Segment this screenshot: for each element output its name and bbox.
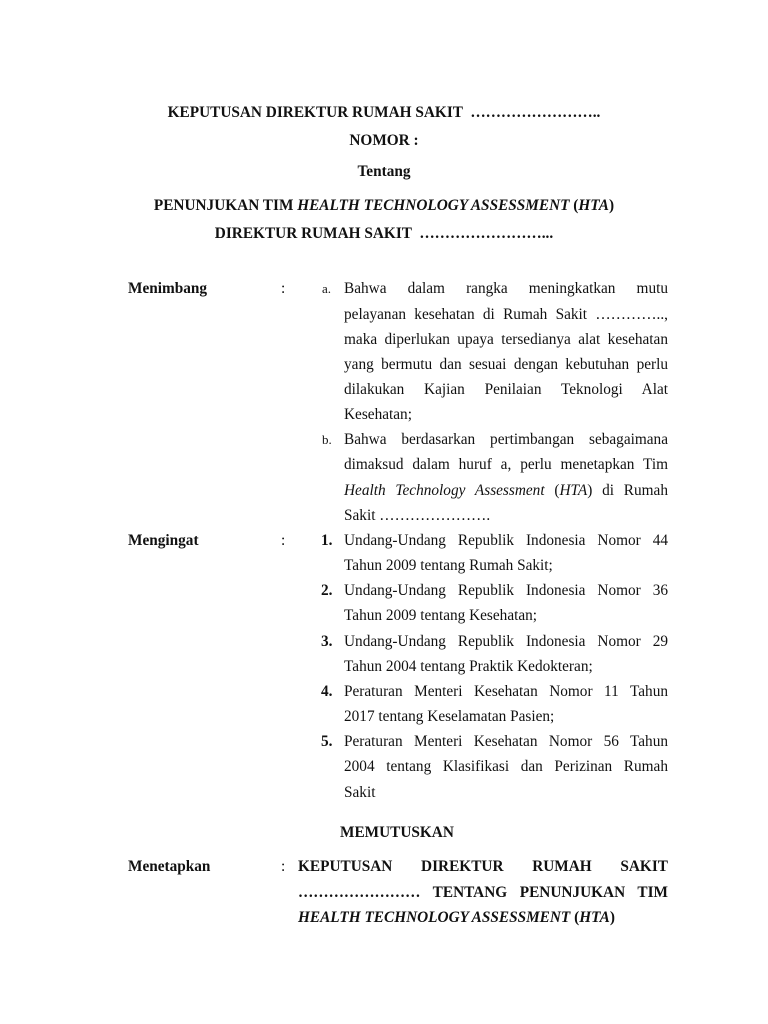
item-text: [344, 629, 668, 679]
item-marker: b.: [322, 432, 332, 448]
subject-suffix: ): [609, 197, 615, 214]
text-line: [298, 905, 668, 930]
label-spacer: [128, 729, 279, 804]
mengingat-item-4: [128, 679, 668, 729]
text-segment: ): [609, 908, 615, 926]
text-line: Undang-Undang Republik Indonesia Nomor 29: [344, 632, 668, 650]
item-text: [344, 679, 668, 729]
text-segment: (: [544, 481, 560, 499]
text-line: Undang-Undang Republik Indonesia Nomor 36: [344, 582, 668, 600]
section-label-menimbang: Menimbang: [128, 280, 208, 298]
item-number: 5.: [321, 733, 333, 751]
colon-spacer: [279, 679, 321, 729]
text-line: KEPUTUSAN DIREKTUR RUMAH SAKIT: [298, 858, 668, 876]
decree-title: KEPUTUSAN DIREKTUR RUMAH SAKIT ……………………..: [167, 104, 601, 121]
colon-spacer: [279, 578, 321, 628]
menetapkan-text: [298, 854, 668, 929]
label-spacer: [128, 679, 279, 729]
text-line: Bahwa berdasarkan pertimbangan sebagaimana: [344, 431, 668, 449]
item-marker: a.: [322, 281, 332, 297]
label-spacer: [128, 629, 279, 679]
text-line: 2004 tentang Klasifikasi dan Perizinan Rumah: [344, 758, 668, 776]
text-line: Tahun 2009 tentang Kesehatan;: [344, 607, 538, 625]
item-text: [344, 276, 668, 427]
subject-mid: (: [569, 197, 579, 214]
text-segment: (: [570, 908, 580, 926]
text-segment: ) di Rumah: [587, 481, 668, 499]
item-text: [344, 578, 668, 628]
label-colon: :: [281, 858, 286, 876]
text-line: 2017 tentang Keselamatan Pasien;: [344, 708, 555, 726]
menimbang-item-b: [128, 427, 668, 528]
hta-italic: HTA: [559, 481, 588, 499]
text-line: Kesehatan;: [344, 406, 412, 424]
subject-prefix: PENUNJUKAN TIM: [153, 197, 298, 214]
text-line: pelayanan kesehatan di Rumah Sakit …………..,: [344, 305, 668, 323]
colon-spacer: [279, 427, 321, 528]
text-line: Tahun 2009 tentang Rumah Sakit;: [344, 557, 553, 575]
text-line: yang bermutu dan sesuai dengan kebutuhan perlu: [344, 355, 668, 373]
text-line: dimaksud dalam huruf a, perlu menetapkan Tim: [344, 456, 668, 474]
decree-about: Tentang: [357, 163, 411, 180]
subject-italic-hta-full: HEALTH TECHNOLOGY ASSESSMENT: [297, 197, 570, 214]
menimbang-item-a: [128, 276, 668, 427]
text-line: Tahun 2004 tentang Praktik Kedokteran;: [344, 657, 593, 675]
item-number: 1.: [321, 531, 333, 549]
director-line: DIREKTUR RUMAH SAKIT ……………………...: [214, 225, 554, 242]
mengingat-item-5: [128, 729, 668, 804]
mengingat-item-2: [128, 578, 668, 628]
label-spacer: [128, 578, 279, 628]
section-label-mengingat: Mengingat: [128, 531, 199, 549]
colon-spacer: [279, 629, 321, 679]
text-line: Sakit: [344, 783, 376, 801]
hta-full-italic: Health Technology Assessment: [344, 481, 545, 499]
item-number: 2.: [321, 582, 333, 600]
text-line: …………………… TENTANG PENUNJUKAN TIM: [298, 883, 668, 901]
hta-full-italic: HEALTH TECHNOLOGY ASSESSMENT: [298, 908, 571, 926]
decree-number: NOMOR :: [349, 132, 419, 149]
item-text: [344, 528, 668, 578]
text-line: Undang-Undang Republik Indonesia Nomor 44: [344, 531, 668, 549]
menetapkan-section: [128, 854, 668, 929]
text-line: maka diperlukan upaya tersedianya alat kesehatan: [344, 330, 668, 348]
text-line: [344, 478, 668, 503]
label-spacer: [128, 427, 279, 528]
text-line: Peraturan Menteri Kesehatan Nomor 56 Tahun: [344, 733, 668, 751]
section-label-menetapkan: Menetapkan: [128, 858, 211, 876]
decree-subject: [0, 196, 768, 216]
considerations-list: [128, 276, 668, 804]
label-colon: :: [281, 280, 286, 298]
text-line: Sakit ………………….: [344, 506, 491, 524]
colon-spacer: [279, 729, 321, 804]
decision-heading: MEMUTUSKAN: [340, 824, 454, 841]
mengingat-item-3: [128, 629, 668, 679]
text-line: dilakukan Kajian Penilaian Teknologi Alat: [344, 381, 668, 399]
text-line: Bahwa dalam rangka meningkatkan mutu: [344, 280, 668, 298]
item-number: 4.: [321, 682, 333, 700]
label-colon: :: [281, 531, 286, 549]
text-line: Peraturan Menteri Kesehatan Nomor 11 Tahun: [344, 682, 668, 700]
item-text: [344, 427, 668, 528]
hta-italic: HTA: [579, 908, 610, 926]
item-text: [344, 729, 668, 804]
mengingat-item-1: [128, 528, 668, 578]
item-number: 3.: [321, 632, 333, 650]
subject-italic-hta: HTA: [578, 197, 610, 214]
